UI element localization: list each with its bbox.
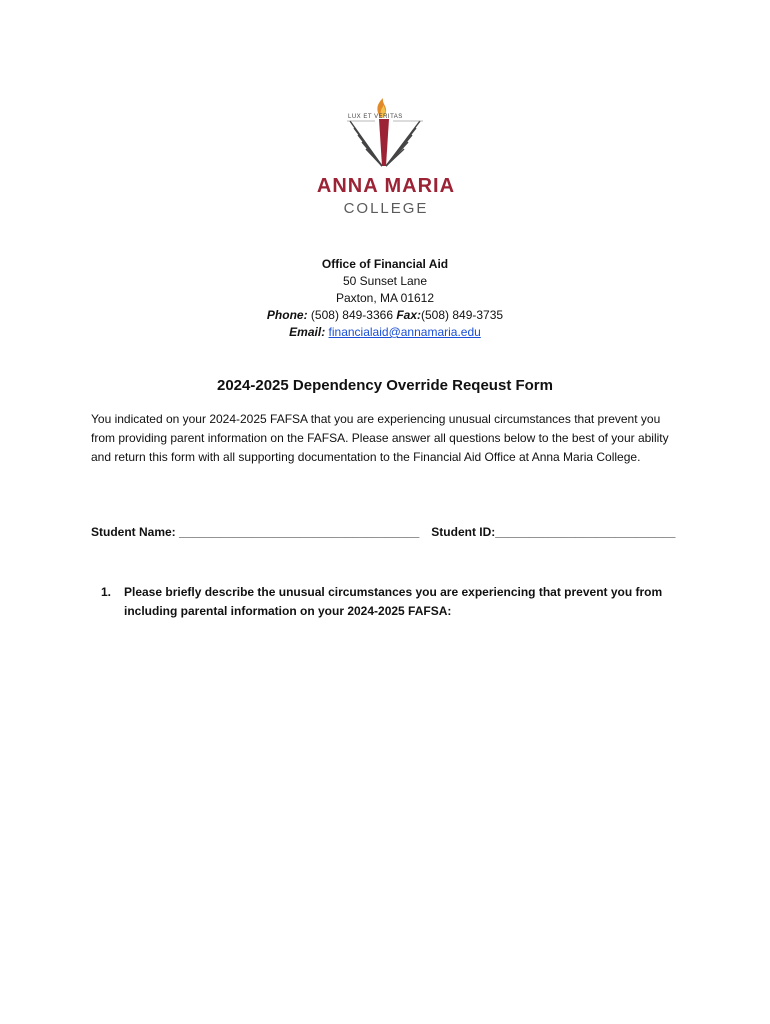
email-label: Email: xyxy=(289,325,326,339)
email-link[interactable]: financialaid@annamaria.edu xyxy=(328,325,481,339)
torch-book-emblem-icon xyxy=(315,96,457,176)
question-1-answer-area[interactable] xyxy=(91,640,681,980)
form-title: 2024-2025 Dependency Override Reqeust Form xyxy=(217,377,553,394)
office-contact-line xyxy=(0,307,770,324)
logo-college-word: COLLEGE xyxy=(343,200,429,217)
student-id-label: Student ID: xyxy=(431,525,496,539)
office-email-line xyxy=(0,324,770,341)
intro-paragraph: You indicated on your 2024-2025 FAFSA that you are experiencing unusual circumstances that prevent you from providing parent information on the FAFSA. Please answer all questions below to the best of your ability and return this form with all supporting documentation to the Financial Aid Office at Anna Maria College. xyxy=(91,412,669,464)
office-street: 50 Sunset Lane xyxy=(342,274,428,288)
phone-label: Phone: xyxy=(266,308,308,322)
college-logo xyxy=(315,96,457,220)
student-info-row xyxy=(91,525,691,539)
fax-label: Fax: xyxy=(396,308,422,322)
office-name: Office of Financial Aid xyxy=(321,257,449,271)
office-address-block xyxy=(0,256,770,341)
question-text: Please briefly describe the unusual circumstances you are experiencing that prevent you from including parental information on your 2024-2025 FAFSA: xyxy=(124,585,663,618)
fax-number: (508) 849-3735 xyxy=(421,308,504,322)
student-id-field[interactable]: ___________________________ xyxy=(495,525,676,539)
logo-college-name: ANNA MARIA xyxy=(316,175,456,197)
office-city: Paxton, MA 01612 xyxy=(335,291,435,305)
phone-number: (508) 849-3366 xyxy=(307,308,397,322)
student-name-label: Student Name: xyxy=(91,525,180,539)
question-number: 1. xyxy=(101,585,112,599)
logo-motto: LUX ET VERITAS xyxy=(348,114,403,120)
question-item xyxy=(101,583,681,621)
student-name-field[interactable]: ____________________________________ xyxy=(179,525,420,539)
